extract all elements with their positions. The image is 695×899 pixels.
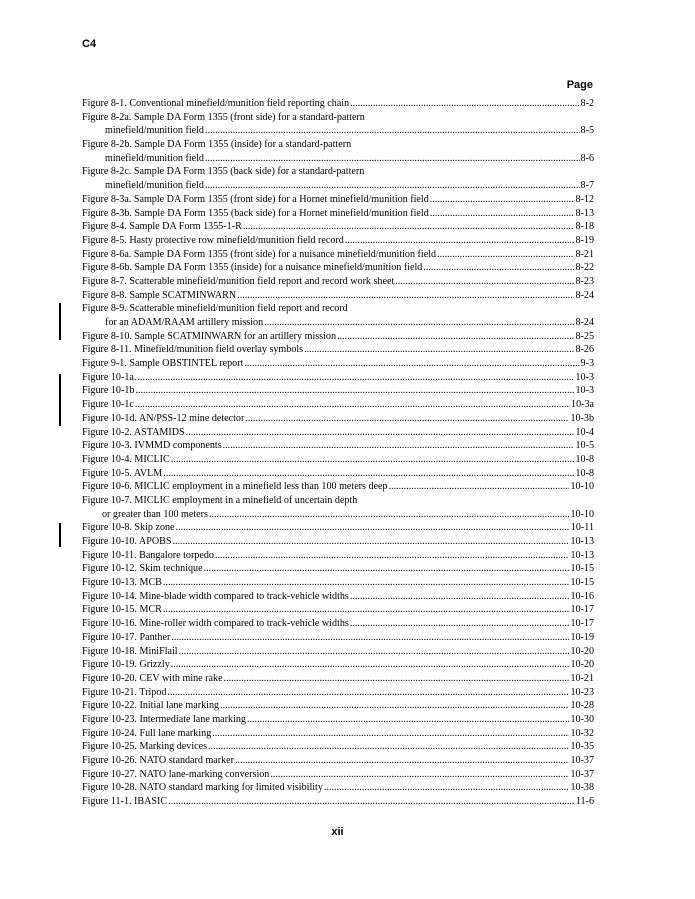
dot-leader <box>168 795 575 809</box>
dot-leader <box>172 535 569 549</box>
dot-leader <box>350 617 570 631</box>
dot-leader <box>220 699 569 713</box>
toc-entry <box>82 165 594 179</box>
toc-entry <box>82 795 594 809</box>
entry-page-number: 8-26 <box>575 344 594 356</box>
toc-entry <box>82 412 594 426</box>
entry-page-number: 10-19 <box>570 631 594 643</box>
toc-entry <box>82 713 594 727</box>
toc-entry <box>82 631 594 645</box>
entry-title: Figure 10-20. CEV with mine rake <box>82 672 223 684</box>
dot-leader <box>163 467 574 481</box>
dot-leader <box>204 562 570 576</box>
entry-page-number: 10-15 <box>570 563 594 575</box>
entry-page-number: 8-6 <box>580 152 594 164</box>
toc-entry <box>82 261 594 275</box>
entry-title: Figure 10-1c <box>82 399 134 411</box>
dot-leader <box>215 549 570 563</box>
toc-entry <box>82 740 594 754</box>
toc-entry <box>82 521 594 535</box>
entry-page-number: 10-30 <box>570 713 594 725</box>
page-number: xii <box>331 826 344 838</box>
entry-title: Figure 8-6b. Sample DA Form 1355 (inside) for a nuisance minefield/munition field <box>82 262 423 274</box>
entry-page-number: 10-17 <box>570 618 594 630</box>
entry-page-number: 10-4 <box>575 426 594 438</box>
dot-leader <box>176 521 570 535</box>
dot-leader <box>304 343 574 357</box>
toc-entry <box>82 193 594 207</box>
entry-title: Figure 9-1. Sample OBSTINTEL report <box>82 358 244 370</box>
entry-title: Figure 8-4. Sample DA Form 1355-1-R <box>82 221 242 233</box>
entry-page-number: 8-12 <box>575 193 594 205</box>
entry-title: Figure 10-12. Skim technique <box>82 563 203 575</box>
entry-title: Figure 10-13. MCB <box>82 577 162 589</box>
toc-entry <box>82 234 594 248</box>
dot-leader <box>345 234 575 248</box>
entry-title: Figure 10-8. Skip zone <box>82 522 175 534</box>
entry-title: Figure 10-24. Full lane marking <box>82 727 212 739</box>
toc-entry <box>82 439 594 453</box>
entry-page-number: 10-3 <box>575 385 594 397</box>
entry-title: Figure 10-4. MICLIC <box>82 453 170 465</box>
entry-title: Figure 10-27. NATO lane-marking conversion <box>82 768 270 780</box>
toc-entry <box>82 480 594 494</box>
entry-page-number: 8-21 <box>575 248 594 260</box>
toc-entry <box>82 699 594 713</box>
dot-leader <box>430 207 575 221</box>
entry-page-number: 10-37 <box>570 755 594 766</box>
entry-page-number: 8-18 <box>575 221 594 233</box>
entry-page-number: 10-21 <box>570 672 594 684</box>
entry-title: Figure 10-5. AVLM <box>82 467 163 479</box>
entry-page-number: 8-24 <box>575 317 594 328</box>
dot-leader <box>389 480 570 494</box>
toc-entry <box>82 603 594 617</box>
entry-page-number: 8-22 <box>575 262 594 274</box>
dot-leader <box>437 248 574 262</box>
toc-entry-continuation <box>82 152 594 166</box>
dot-leader <box>208 740 569 754</box>
entry-page-number: 10-3a <box>571 399 594 411</box>
toc-entry <box>82 207 594 221</box>
entry-title: Figure 8-7. Scatterable minefield/munition field report and record work sheet <box>82 275 395 287</box>
entry-page-number: 10-8 <box>575 467 594 479</box>
toc-entry <box>82 384 594 398</box>
toc-entry <box>82 562 594 576</box>
entry-title: minefield/munition field <box>105 125 204 137</box>
dot-leader <box>171 631 569 645</box>
entry-page-number: 8-24 <box>575 289 594 301</box>
entry-page-number: 10-10 <box>570 508 594 520</box>
entry-page-number: 10-32 <box>570 727 594 739</box>
toc-entry <box>82 398 594 412</box>
entry-title: Figure 10-2. ASTAMIDS <box>82 426 185 438</box>
entry-title: Figure 10-1b <box>82 385 135 397</box>
toc-entry <box>82 371 594 385</box>
entry-title: Figure 10-21. Tripod <box>82 686 167 698</box>
toc-entry <box>82 658 594 672</box>
toc-entry <box>82 768 594 782</box>
toc-entry <box>82 781 594 795</box>
toc-entry <box>82 617 594 631</box>
entry-title: Figure 10-14. Mine-blade width compared to track-vehicle widths <box>82 590 349 602</box>
entry-page-number: 8-2 <box>580 98 594 109</box>
entry-page-number: 8-5 <box>580 125 594 137</box>
entry-page-number: 10-13 <box>570 536 594 547</box>
dot-leader <box>247 713 569 727</box>
dot-leader <box>245 412 569 426</box>
entry-title: Figure 10-1a. <box>82 371 137 383</box>
dot-leader <box>163 603 570 617</box>
dot-leader <box>171 658 570 672</box>
change-code: C4 <box>82 38 97 50</box>
entry-page-number: 10-37 <box>570 768 594 780</box>
toc-entry-continuation <box>82 316 594 330</box>
dot-leader <box>264 316 574 330</box>
entry-title: Figure 8-5. Hasty protective row minefield/munition field record <box>82 234 344 246</box>
entry-page-number: 10-17 <box>570 604 594 616</box>
entry-title: Figure 8-11. Minefield/munition field overlay symbols <box>82 344 304 356</box>
dot-leader <box>350 97 579 111</box>
toc-entry-continuation <box>82 124 594 138</box>
dot-leader <box>324 781 570 795</box>
entry-title: Figure 10-18. MiniFlail <box>82 645 178 657</box>
entry-page-number: 10-16 <box>570 590 594 602</box>
toc-entry <box>82 549 594 563</box>
dot-leader <box>205 124 580 138</box>
entry-title: Figure 8-6a. Sample DA Form 1355 (front side) for a nuisance minefield/munition field <box>82 248 437 260</box>
dot-leader <box>212 727 569 741</box>
entry-title: Figure 8-1. Conventional minefield/munition field reporting chain <box>82 98 350 109</box>
entry-title: Figure 8-8. Sample SCATMINWARN <box>82 289 237 301</box>
entry-title: Figure 8-3a. Sample DA Form 1355 (front side) for a Hornet minefield/munition field <box>82 193 429 205</box>
toc-entry <box>82 727 594 741</box>
entry-title: Figure 10-28. NATO standard marking for limited visibility <box>82 782 323 794</box>
entry-page-number: 10-23 <box>570 686 594 698</box>
change-bar <box>59 374 61 426</box>
toc-entry <box>82 289 594 303</box>
toc-entry <box>82 576 594 590</box>
toc-entry <box>82 672 594 686</box>
dot-leader <box>430 193 575 207</box>
entry-title: Figure 10-15. MCR <box>82 604 162 616</box>
entry-title: Figure 8-10. Sample SCATMINWARN for an artillery mission <box>82 330 336 342</box>
dot-leader <box>137 371 574 385</box>
toc-entry <box>82 138 594 152</box>
dot-leader <box>223 439 575 453</box>
toc-entry <box>82 754 594 768</box>
entry-page-number: 10-20 <box>570 659 594 671</box>
dot-leader <box>179 645 570 659</box>
toc-entry <box>82 275 594 289</box>
entry-title: Figure 10-1d. AN/PSS-12 mine detector <box>82 412 245 424</box>
entry-page-number: 10-20 <box>570 645 594 657</box>
toc-entry <box>82 426 594 440</box>
entry-title: Figure 11-1. IBASIC <box>82 796 168 808</box>
entry-title: Figure 10-23. Intermediate lane marking <box>82 713 246 725</box>
list-of-figures <box>82 97 594 809</box>
entry-title: Figure 10-22. Initial lane marking <box>82 700 220 712</box>
toc-entry <box>82 97 594 111</box>
entry-page-number: 10-10 <box>570 481 594 493</box>
toc-entry <box>82 302 594 316</box>
entry-title: Figure 10-17. Panther <box>82 631 171 643</box>
entry-page-number: 8-7 <box>580 180 594 192</box>
dot-leader <box>423 261 574 275</box>
entry-page-number: 10-13 <box>570 549 594 561</box>
entry-page-number: 8-23 <box>575 275 594 287</box>
entry-title: for an ADAM/RAAM artillery mission <box>105 317 264 328</box>
entry-title: Figure 10-25. Marking devices <box>82 741 208 753</box>
entry-page-number: 9-3 <box>580 358 594 370</box>
dot-leader <box>135 384 574 398</box>
entry-title: or greater than 100 meters <box>102 508 208 520</box>
toc-entry <box>82 494 594 508</box>
dot-leader <box>167 686 569 700</box>
entry-page-number: 10-11 <box>570 522 594 534</box>
dot-leader <box>395 275 574 289</box>
dot-leader <box>186 426 575 440</box>
toc-entry <box>82 535 594 549</box>
change-bar <box>59 523 61 547</box>
toc-entry <box>82 357 594 371</box>
dot-leader <box>337 330 574 344</box>
entry-title: Figure 10-16. Mine-roller width compared to track-vehicle widths <box>82 618 349 630</box>
entry-page-number: 10-3b <box>570 412 594 424</box>
dot-leader <box>205 152 580 166</box>
entry-title: Figure 10-11. Bangalore torpedo <box>82 549 214 561</box>
dot-leader <box>237 289 574 303</box>
entry-page-number: 8-25 <box>575 330 594 342</box>
entry-title: Figure 10-7. MICLIC employment in a minefield of uncertain depth <box>82 494 358 506</box>
toc-entry-continuation <box>82 179 594 193</box>
dot-leader <box>270 768 569 782</box>
dot-leader <box>205 179 580 193</box>
entry-page-number: 8-13 <box>575 207 594 219</box>
dot-leader <box>209 508 569 522</box>
entry-title: Figure 10-3. IVMMD components <box>82 440 222 452</box>
entry-title: Figure 8-9. Scatterable minefield/munition field report and record <box>82 303 348 315</box>
dot-leader <box>135 398 570 412</box>
entry-title: Figure 10-10. APOBS <box>82 536 172 547</box>
dot-leader <box>163 576 570 590</box>
entry-page-number: 10-38 <box>570 782 594 794</box>
toc-entry <box>82 590 594 604</box>
entry-page-number: 10-5 <box>575 440 594 452</box>
entry-title: Figure 10-19. Grizzly <box>82 659 170 671</box>
entry-title: minefield/munition field <box>105 180 204 192</box>
toc-entry <box>82 248 594 262</box>
entry-title: Figure 10-26. NATO standard marker <box>82 755 235 766</box>
entry-page-number: 10-28 <box>570 700 594 712</box>
toc-entry <box>82 111 594 125</box>
toc-entry <box>82 330 594 344</box>
entry-title: Figure 8-2a. Sample DA Form 1355 (front side) for a standard-pattern <box>82 111 365 123</box>
dot-leader <box>243 220 575 234</box>
dot-leader <box>224 672 570 686</box>
dot-leader <box>244 357 579 371</box>
toc-entry <box>82 467 594 481</box>
entry-page-number: 10-35 <box>570 741 594 753</box>
toc-entry <box>82 343 594 357</box>
entry-title: Figure 8-2b. Sample DA Form 1355 (inside) for a standard-pattern <box>82 139 352 151</box>
entry-title: minefield/munition field <box>105 152 204 164</box>
change-bar <box>59 303 61 340</box>
dot-leader <box>171 453 575 467</box>
entry-title: Figure 10-6. MICLIC employment in a minefield less than 100 meters deep <box>82 481 388 493</box>
entry-page-number: 11-6 <box>575 796 594 808</box>
entry-page-number: 10-15 <box>570 577 594 589</box>
toc-entry <box>82 220 594 234</box>
dot-leader <box>235 754 569 768</box>
entry-page-number: 10-8 <box>575 453 594 465</box>
entry-page-number: 10-3 <box>575 371 594 383</box>
entry-title: Figure 8-3b. Sample DA Form 1355 (back side) for a Hornet minefield/munition field <box>82 207 429 219</box>
entry-page-number: 8-19 <box>575 234 594 246</box>
toc-entry <box>82 686 594 700</box>
toc-entry-continuation <box>82 508 594 522</box>
dot-leader <box>350 590 570 604</box>
page-column-label: Page <box>566 79 593 91</box>
toc-entry <box>82 645 594 659</box>
entry-title: Figure 8-2c. Sample DA Form 1355 (back side) for a standard-pattern <box>82 166 365 178</box>
toc-entry <box>82 453 594 467</box>
